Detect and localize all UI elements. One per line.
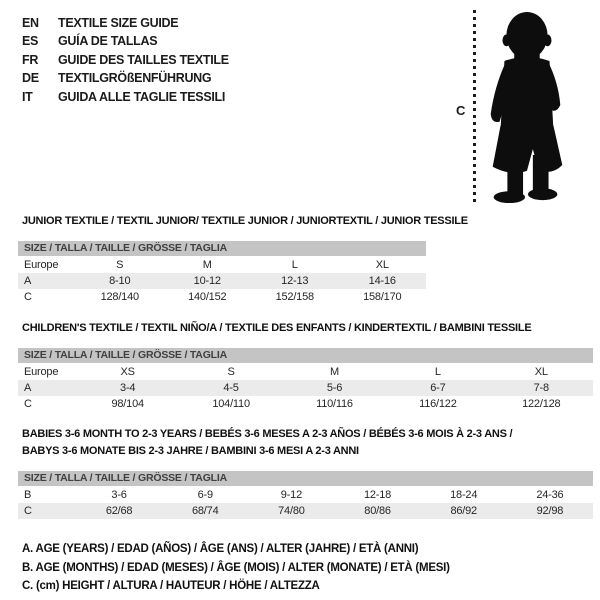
size-cell: L <box>434 366 441 378</box>
size-cell: XL <box>534 366 548 378</box>
table-row <box>18 380 593 396</box>
babies-table-title-line1: BABIES 3-6 MONTH TO 2-3 YEARS / BEBÉS 3-6 MESES A 2-3 AÑOS / BÉBÉS 3-6 MOIS À 2-3 ANS / <box>22 428 513 440</box>
size-cell: 8-10 <box>76 273 164 289</box>
size-cell: 86/92 <box>421 503 507 519</box>
children-size-header-bar: SIZE / TALLA / TAILLE / GRÖSSE / TAGLIA <box>18 348 593 363</box>
size-cell: 18-24 <box>450 489 478 501</box>
footnote-a: A. AGE (YEARS) / EDAD (AÑOS) / ÂGE (ANS) / ALTER (JAHRE) / ETÀ (ANNI) <box>22 543 419 555</box>
children-table-title: CHILDREN'S TEXTILE / TEXTIL NIÑO/A / TEXTILE DES ENFANTS / KINDERTEXTIL / BAMBINI TESSILE <box>22 322 532 334</box>
size-cell: 92/98 <box>507 503 593 519</box>
row-label: C <box>18 503 76 519</box>
row-label: C <box>24 398 32 410</box>
babies-size-header-bar: SIZE / TALLA / TAILLE / GRÖSSE / TAGLIA <box>18 471 593 486</box>
size-cell: M <box>329 366 339 378</box>
footnote-c: C. (cm) HEIGHT / ALTURA / HAUTEUR / HÖHE / ALTEZZA <box>22 580 320 593</box>
size-cell: XS <box>120 366 135 378</box>
lang-label: TEXTILE SIZE GUIDE <box>58 16 179 30</box>
height-label-c: C <box>456 103 466 118</box>
row-label: C <box>24 291 32 303</box>
lang-label: GUÍA DE TALLAS <box>58 34 158 49</box>
lang-label: GUIDE DES TAILLES TEXTILE <box>58 52 229 67</box>
junior-size-header-bar: SIZE / TALLA / TAILLE / GRÖSSE / TAGLIA <box>18 241 426 256</box>
table-row <box>18 273 426 289</box>
baby-height-figure <box>440 6 595 211</box>
table-row <box>18 487 593 503</box>
size-cell: 12-18 <box>363 489 392 501</box>
footnote-b: B. AGE (MONTHS) / EDAD (MESES) / ÂGE (MOIS) / ALTER (MONATE) / ETÀ (MESI) <box>22 561 450 574</box>
babies-table <box>18 487 593 519</box>
size-cell: 10-12 <box>164 273 252 289</box>
lang-code: DE <box>22 71 39 86</box>
size-cell: 122/128 <box>522 398 561 410</box>
children-table <box>18 364 593 412</box>
size-cell: 4-5 <box>179 380 282 396</box>
table-row <box>18 503 593 519</box>
size-cell: 5-6 <box>283 380 386 396</box>
language-row-en <box>22 14 229 32</box>
size-cell: 12-13 <box>251 273 339 289</box>
lang-code: EN <box>22 16 39 30</box>
size-cell: S <box>227 366 235 378</box>
junior-table <box>18 257 426 305</box>
row-label: Europe <box>24 366 59 378</box>
lang-code: ES <box>22 34 39 49</box>
table-row <box>18 257 426 273</box>
size-cell: 128/140 <box>100 291 139 303</box>
size-cell: 62/68 <box>76 503 162 519</box>
language-row-es <box>22 32 229 50</box>
size-cell: 6-7 <box>386 380 489 396</box>
lang-label: GUIDA ALLE TAGLIE TESSILI <box>58 89 226 104</box>
babies-table-title-line2: BABYS 3-6 MONATE BIS 2-3 JAHRE / BAMBINI 3-6 MESI A 2-3 ANNI <box>22 445 359 457</box>
language-row-fr <box>22 51 229 69</box>
size-cell: 116/122 <box>419 398 457 410</box>
size-cell: 3-6 <box>111 489 127 501</box>
size-cell: 7-8 <box>490 380 593 396</box>
size-cell: 110/116 <box>316 398 353 410</box>
size-cell: M <box>202 259 212 271</box>
size-cell: 104/110 <box>212 398 250 410</box>
size-cell: 3-4 <box>76 380 179 396</box>
babies-section <box>18 426 593 519</box>
size-cell: 98/104 <box>111 398 144 410</box>
row-label: A <box>18 380 76 396</box>
size-cell: 6-9 <box>197 489 213 501</box>
table-row <box>18 396 593 412</box>
height-dotted-line <box>473 10 476 202</box>
row-label: B <box>24 489 32 501</box>
lang-label: TEXTILGRÖßENFÜHRUNG <box>58 71 212 86</box>
size-cell: 9-12 <box>280 489 302 501</box>
size-cell: 24-36 <box>536 489 564 501</box>
row-label: Europe <box>24 259 59 271</box>
size-cell: L <box>291 259 298 271</box>
size-cell: 68/74 <box>162 503 248 519</box>
size-cell: 74/80 <box>248 503 334 519</box>
footnotes <box>22 540 450 596</box>
children-section <box>18 320 593 412</box>
language-row-it <box>22 88 229 106</box>
baby-silhouette-icon <box>480 10 572 206</box>
size-cell: 152/158 <box>275 291 314 303</box>
table-row <box>18 364 593 380</box>
lang-code: IT <box>22 89 33 104</box>
junior-section <box>18 213 468 305</box>
size-cell: 140/152 <box>188 291 227 303</box>
size-cell: 158/170 <box>363 291 402 303</box>
size-cell: XL <box>375 259 389 271</box>
junior-table-title: JUNIOR TEXTILE / TEXTIL JUNIOR/ TEXTILE JUNIOR / JUNIORTEXTIL / JUNIOR TESSILE <box>22 215 468 227</box>
language-list <box>22 14 229 106</box>
size-cell: 14-16 <box>339 273 427 289</box>
size-cell: S <box>116 259 124 271</box>
table-row <box>18 289 426 305</box>
row-label: A <box>18 273 76 289</box>
lang-code: FR <box>22 52 39 67</box>
language-row-de <box>22 69 229 87</box>
size-cell: 80/86 <box>334 503 420 519</box>
